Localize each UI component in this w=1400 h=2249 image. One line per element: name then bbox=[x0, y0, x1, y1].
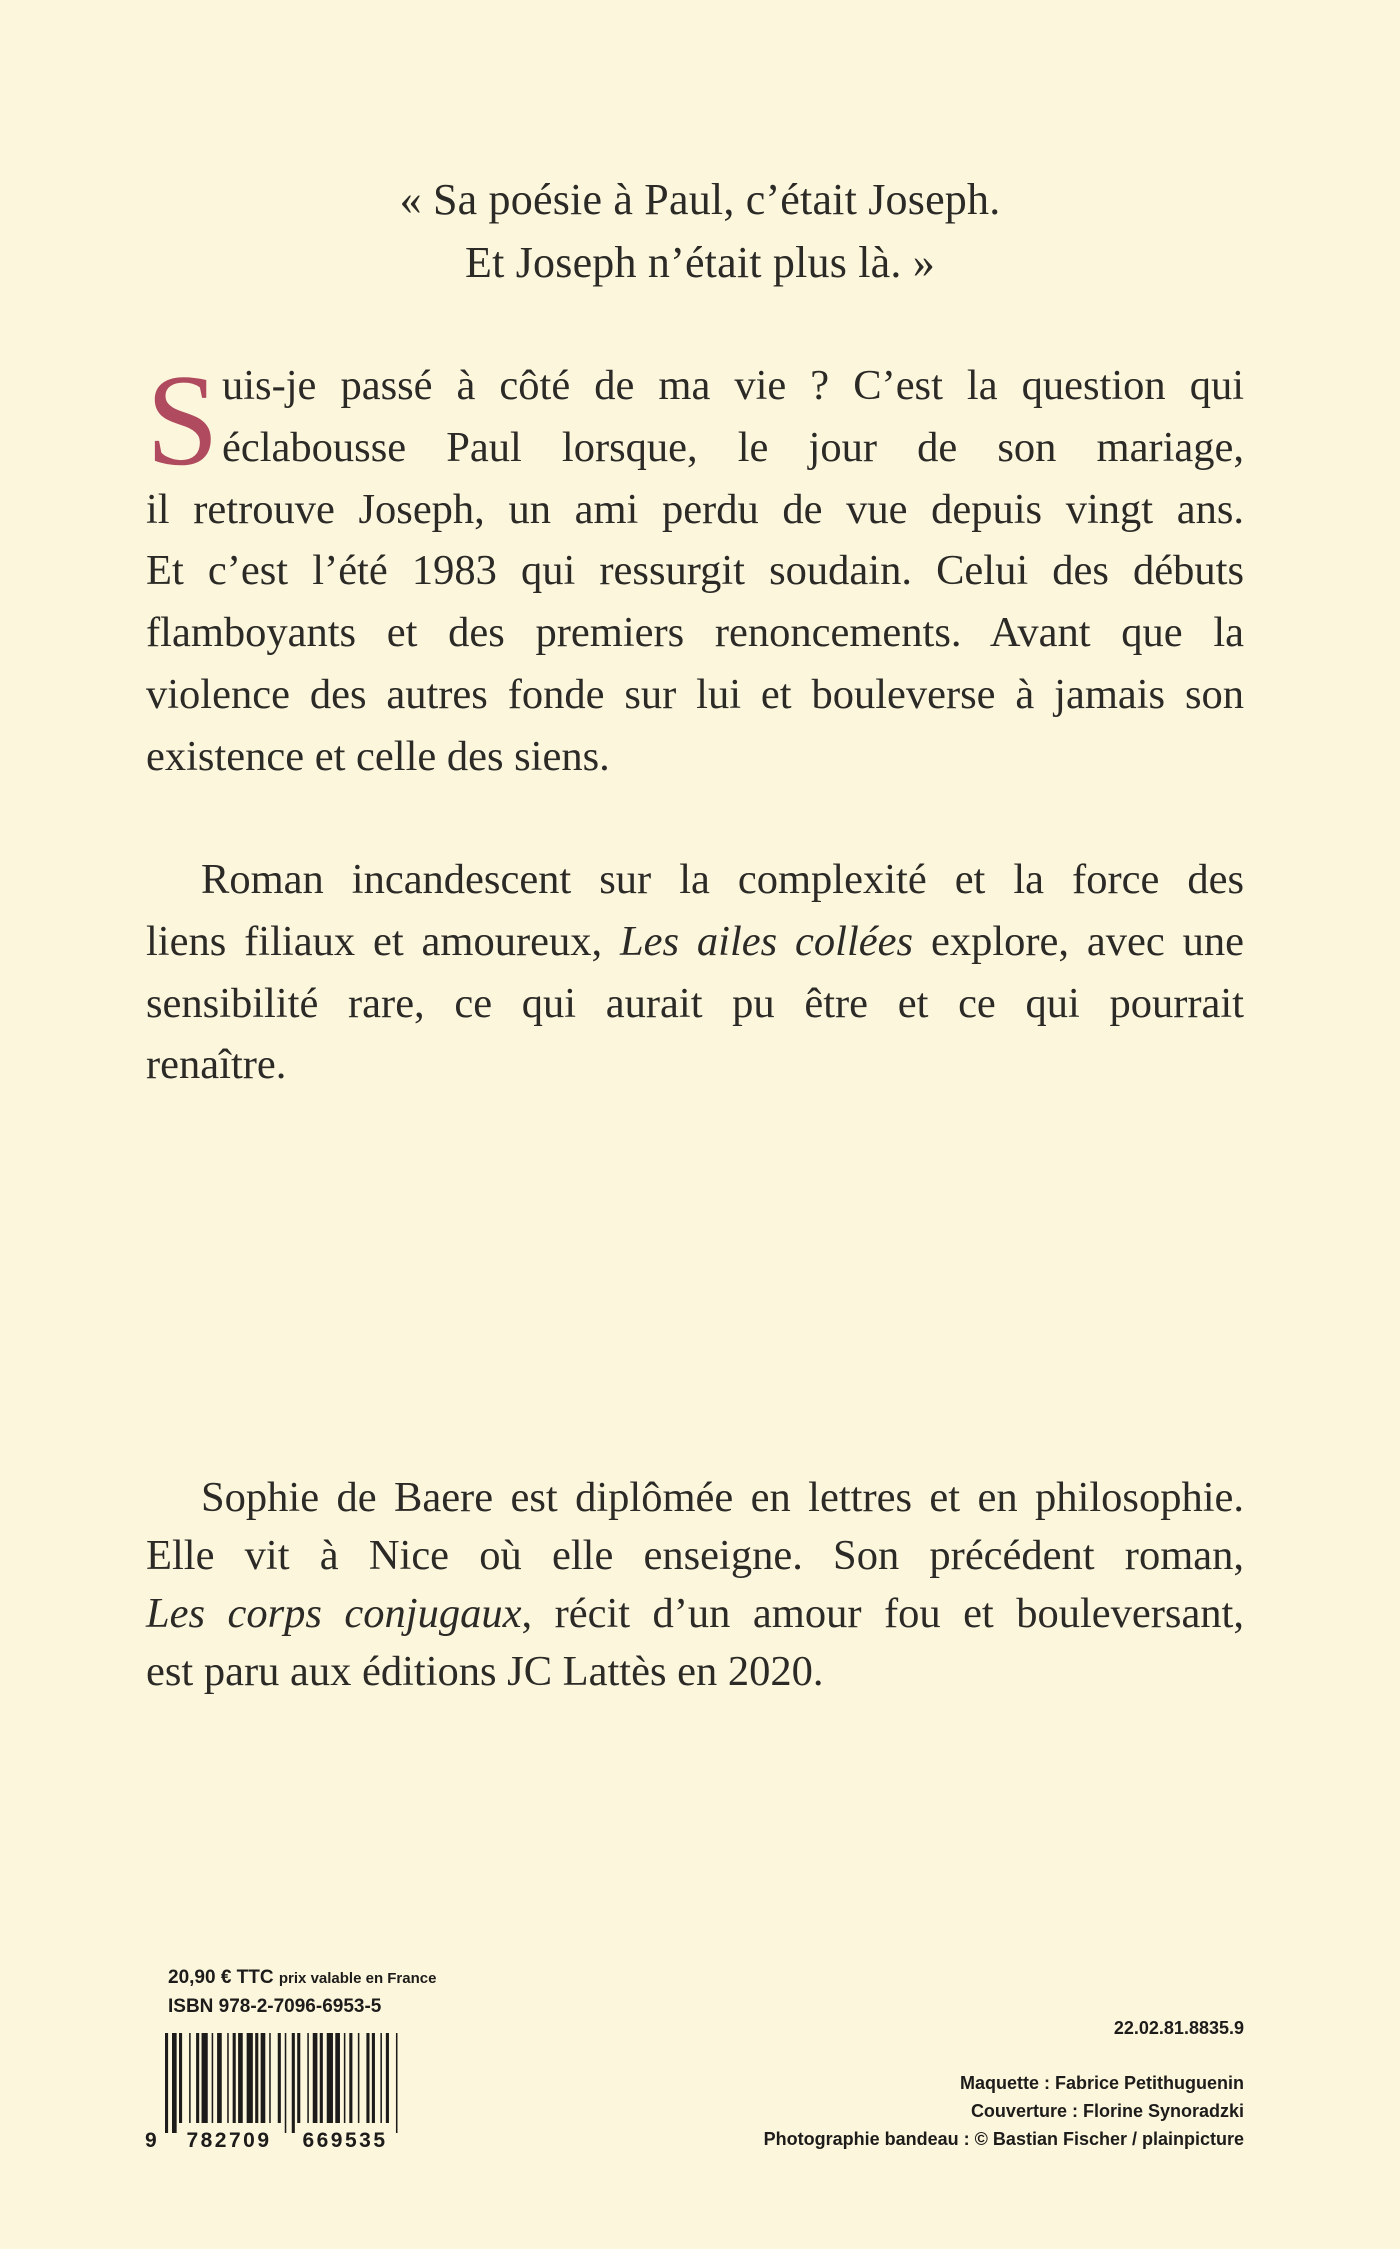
praise-line-2 bbox=[146, 911, 1244, 973]
barcode-bar bbox=[238, 2033, 243, 2123]
barcode-bars bbox=[165, 2033, 398, 2133]
barcode-bar bbox=[261, 2033, 266, 2123]
drop-cap: S bbox=[146, 348, 219, 493]
barcode-bar bbox=[196, 2033, 199, 2123]
credit-photo: Photographie bandeau : © Bastian Fischer / plainpicture bbox=[763, 2129, 1244, 2149]
barcode-bar bbox=[179, 2033, 182, 2123]
praise-line-4: renaître. bbox=[146, 1041, 287, 1089]
previous-book-title: Les corps conjugaux bbox=[146, 1590, 522, 1637]
barcode-bar bbox=[212, 2033, 214, 2123]
barcode-bar bbox=[247, 2033, 253, 2123]
quote-line-1: « Sa poésie à Paul, c’était Joseph. bbox=[399, 175, 1001, 224]
barcode-bar bbox=[307, 2033, 309, 2123]
barcode-digit-first: 9 bbox=[145, 2129, 157, 2151]
epigraph-quote bbox=[0, 168, 1400, 294]
reference-code: 22.02.81.8835.9 bbox=[1113, 2018, 1244, 2038]
praise-line-3: sensibilité rare, ce qui aurait pu être et ce qui pourrait bbox=[146, 979, 1244, 1027]
barcode-bar bbox=[320, 2033, 323, 2123]
book-title: Les ailes collées bbox=[619, 917, 914, 965]
barcode-bar bbox=[327, 2033, 333, 2123]
bio-line-2: Elle vit à Nice où elle enseigne. Son précédent roman, bbox=[146, 1532, 1244, 1579]
price-label bbox=[168, 1967, 436, 1989]
barcode-bar bbox=[386, 2033, 389, 2123]
barcode-bar bbox=[344, 2033, 346, 2123]
bio-line-3 bbox=[146, 1585, 1244, 1643]
barcode-bar bbox=[349, 2033, 352, 2123]
bio-line-3-end: , récit d’un amour fou et bouleversant, bbox=[521, 1590, 1244, 1637]
blurb-line-3: il retrouve Joseph, un ami perdu de vue depuis vingt ans. bbox=[146, 485, 1244, 533]
blurb-line-7: existence et celle des siens. bbox=[146, 732, 610, 780]
barcode-bar bbox=[335, 2033, 340, 2123]
blurb-line-5: flamboyants et des premiers renoncements. Avant que la bbox=[146, 609, 1244, 657]
praise-line-2-start: liens filiaux et amoureux, bbox=[146, 917, 603, 965]
bio-line-4: est paru aux éditions JC Lattès en 2020. bbox=[146, 1648, 824, 1695]
barcode-bar bbox=[380, 2033, 382, 2123]
blurb-paragraph bbox=[146, 348, 1244, 788]
praise-line-1: Roman incandescent sur la complexité et la force des bbox=[201, 856, 1244, 903]
author-bio bbox=[146, 1469, 1244, 1701]
credits bbox=[764, 2069, 1244, 2153]
barcode-bar bbox=[202, 2033, 208, 2123]
praise-paragraph bbox=[146, 849, 1244, 1096]
credit-maquette: Maquette : Fabrice Petithuguenin bbox=[959, 2073, 1244, 2093]
blurb-line-1: uis-je passé à côté de ma vie ? C’est la question qui bbox=[222, 362, 1244, 409]
barcode-bar bbox=[189, 2033, 191, 2123]
barcode-bar bbox=[233, 2033, 236, 2123]
barcode-bar bbox=[285, 2033, 287, 2133]
barcode-bar bbox=[255, 2033, 258, 2123]
price-amount: 20,90 € TTC bbox=[168, 1967, 274, 1988]
barcode-bar bbox=[172, 2033, 177, 2133]
quote-line-2: Et Joseph n’était plus là. » bbox=[465, 238, 935, 287]
barcode bbox=[143, 2033, 428, 2151]
blurb-line-2: éclabousse Paul lorsque, le jour de son mariage, bbox=[222, 423, 1244, 471]
bio-line-1: Sophie de Baere est diplômée en lettres et en philosophie. bbox=[201, 1474, 1244, 1521]
barcode-bar bbox=[269, 2033, 271, 2123]
barcode-bar bbox=[313, 2033, 318, 2123]
barcode-bar bbox=[297, 2033, 300, 2123]
credit-couverture: Couverture : Florine Synoradzki bbox=[970, 2101, 1244, 2121]
barcode-bar bbox=[227, 2033, 229, 2123]
barcode-bar bbox=[366, 2033, 369, 2123]
barcode-bar bbox=[165, 2033, 168, 2133]
barcode-bar bbox=[396, 2033, 398, 2133]
barcode-digits-left: 782709 bbox=[186, 2129, 272, 2151]
barcode-bar bbox=[358, 2033, 360, 2123]
barcode-digits-right: 669535 bbox=[302, 2129, 388, 2151]
barcode-bar bbox=[278, 2033, 281, 2123]
barcode-bar bbox=[217, 2033, 222, 2123]
price-note: prix valable en France bbox=[278, 1970, 437, 1987]
blurb-line-6: violence des autres fonde sur lui et bouleverse à jamais son bbox=[146, 670, 1244, 718]
barcode-bar bbox=[372, 2033, 375, 2123]
barcode-bar bbox=[292, 2033, 295, 2133]
blurb-line-4: Et c’est l’été 1983 qui ressurgit soudain. Celui des débuts bbox=[146, 547, 1244, 595]
praise-line-2-end: explore, avec une bbox=[930, 917, 1244, 965]
isbn-label: ISBN 978-2-7096-6953-5 bbox=[168, 1996, 382, 2017]
